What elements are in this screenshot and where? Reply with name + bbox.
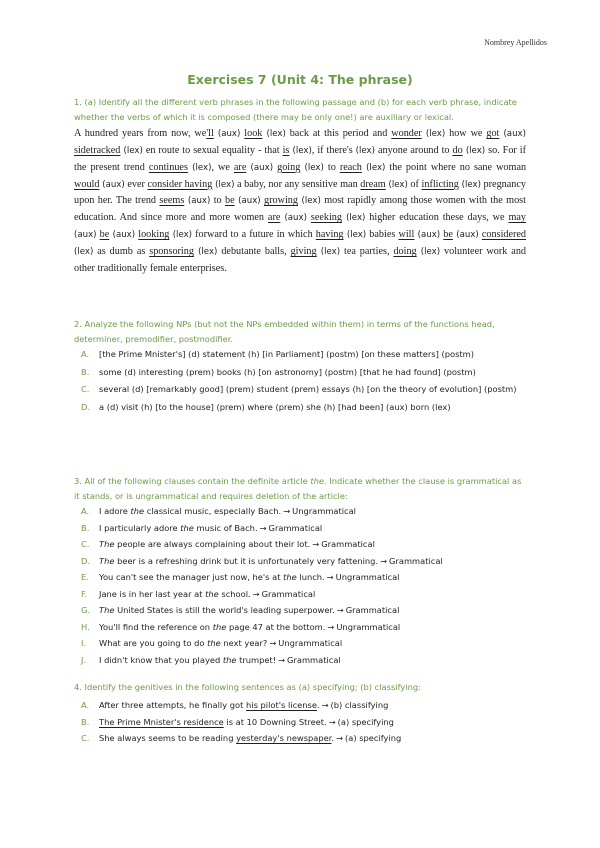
item-text-after: people are always complaining about their lot. [114, 539, 311, 549]
article-the: the [212, 621, 227, 632]
verb-tag: (lex) [343, 230, 367, 241]
grammaticality-result: Ungrammatical [278, 638, 343, 648]
article-the: The [99, 555, 115, 566]
verb-phrase: consider having [147, 178, 213, 190]
article-the: the [222, 654, 237, 665]
passage-text: how we [445, 128, 487, 139]
item-letter: H. [81, 621, 90, 632]
item-text-after: beer is a refreshing drink but it is unfortunately very fattening. [114, 555, 379, 566]
arrow-icon: → [327, 621, 335, 632]
item-text-after: . [316, 700, 320, 710]
verb-phrase: seems [159, 195, 185, 207]
item-letter: B. [81, 522, 90, 533]
genitive-phrase: his pilot's license [246, 700, 317, 710]
passage-text: back at this period and [285, 128, 392, 139]
exercise-3-prompt-before: 3. All of the following clauses contain the definite article [74, 476, 311, 486]
exercise-3-prompt-after: . Indicate whether the clause is grammatical as it stands, or is ungrammatical and requires deletion of the article: [74, 476, 522, 501]
verb-tag: (aux) [109, 230, 136, 241]
item-letter: D. [81, 555, 91, 566]
passage-text: A hundred years from now, we [74, 128, 207, 139]
item-text-after: classical music, especially Bach. [144, 506, 282, 516]
passage-text: anyone around to [374, 144, 453, 156]
passage-text: so. For if the present trend [74, 144, 527, 173]
verb-phrase: wonder [391, 128, 422, 139]
list-item [74, 619, 526, 636]
list-item [74, 364, 526, 382]
list-item [74, 652, 526, 669]
item-text-before: You'll find the reference on [99, 621, 213, 632]
verb-phrase: continues [148, 161, 188, 173]
passage-text: a baby, nor any sensitive man [234, 178, 361, 190]
verb-phrase: do [452, 144, 463, 156]
verb-phrase: doing [393, 245, 417, 257]
verb-phrase: sidetracked [74, 144, 121, 156]
item-text-before: You can't see the manager just now, he's at [99, 572, 284, 582]
article-the: The [99, 539, 115, 549]
verb-phrase: 'll [206, 128, 214, 139]
item-letter: E. [81, 572, 89, 582]
verb-tag: (lex) [300, 162, 324, 173]
passage-text: en route to sexual equality - that [142, 144, 283, 156]
exercise-3-list [74, 503, 526, 668]
grammaticality-result: Grammatical [321, 539, 375, 549]
arrow-icon: → [269, 638, 277, 648]
verb-tag: (aux) [452, 230, 479, 241]
item-letter: J. [81, 654, 87, 665]
item-text: some (d) interesting (prem) books (h) [on astronomy] (postm) [that he had found] (postm) [99, 366, 476, 377]
item-text-after: music of Bach. [193, 522, 258, 533]
passage-text: most rapidly among those women with the most education. And since more and more women [74, 195, 526, 224]
verb-tag: (lex) [262, 129, 286, 139]
verb-phrase: be [224, 195, 235, 207]
grammaticality-result: Ungrammatical [335, 572, 400, 582]
passage-text: as dumb as [93, 245, 150, 257]
passage-text: , if there's [311, 144, 356, 156]
item-letter: A. [81, 700, 90, 710]
verb-tag: (lex) [193, 246, 218, 257]
passage-text: volunteer work and other traditionally female enterprises. [74, 245, 527, 274]
verb-tag: (lex) [458, 179, 481, 190]
article-the: the [207, 638, 221, 648]
verb-phrase: having [315, 229, 344, 241]
genitive-type: (b) classifying [330, 700, 389, 710]
passage-text: babies [366, 229, 399, 241]
verb-phrase: going [277, 161, 301, 173]
verb-phrase: got [486, 128, 500, 139]
genitive-type: (a) specifying [345, 733, 402, 744]
verb-tag: (lex) [361, 162, 386, 173]
verb-tag: (lex) [187, 162, 212, 173]
item-text-after: United States is still the world's leading superpower. [114, 605, 335, 615]
passage-text: higher education these days, we [365, 212, 509, 224]
verb-phrase: are [233, 161, 247, 173]
grammaticality-result: Grammatical [268, 522, 323, 533]
item-text: several (d) [remarkably good] (prem) student (prem) essays (h) [on the theory of evolution] (postm) [99, 384, 517, 394]
verb-tag: (lex) [462, 145, 486, 156]
exercise-3-prompt [74, 474, 526, 504]
grammaticality-result: Ungrammatical [336, 621, 401, 632]
passage-text: ever [124, 178, 148, 190]
verb-phrase: dream [360, 178, 386, 190]
list-item [74, 714, 526, 731]
item-text-after: is at 10 Downing Street. [223, 716, 327, 727]
verb-phrase: will [398, 229, 415, 241]
item-letter: B. [81, 716, 90, 727]
item-text-before: I adore [99, 506, 131, 516]
arrow-icon: → [312, 539, 320, 549]
list-item [74, 503, 526, 520]
item-letter: A. [81, 506, 90, 516]
verb-tag: (aux) [414, 230, 441, 241]
arrow-icon: → [336, 605, 344, 615]
verb-phrase: growing [264, 195, 298, 207]
item-text-before: After three attempts, he finally got [99, 700, 247, 710]
verb-tag: (lex) [341, 213, 366, 224]
list-item [74, 346, 526, 364]
verb-tag: (lex) [416, 246, 441, 257]
item-text-after: trumpet! [236, 654, 277, 665]
passage-text: , we [211, 161, 234, 173]
item-text-before: I didn't know that you played [99, 654, 223, 665]
passage-text: to [210, 195, 225, 207]
article-the: the [130, 506, 145, 516]
verb-phrase: be [443, 229, 453, 241]
verb-tag: (aux) [99, 179, 125, 190]
genitive-phrase: The Prime Mnister's residence [99, 716, 224, 727]
item-letter: D. [81, 401, 91, 412]
verb-phrase: inflicting [421, 178, 459, 190]
item-letter: I. [81, 638, 87, 648]
item-letter: C. [81, 733, 90, 744]
verb-phrase: look [244, 128, 263, 139]
genitive-type: (a) specifying [337, 716, 394, 727]
exercise-4-list [74, 697, 526, 747]
verb-tag: (aux) [246, 162, 274, 173]
item-text-before: She always seems to be reading [99, 733, 237, 744]
passage-text: to [323, 161, 340, 173]
list-item [74, 602, 526, 619]
arrow-icon: → [283, 506, 291, 516]
article-the: the [180, 522, 194, 533]
verb-tag: (aux) [213, 129, 241, 139]
verb-tag: (lex) [212, 179, 235, 190]
item-text-before: What are you going to do [99, 638, 208, 648]
list-item [74, 586, 526, 603]
grammaticality-result: Grammatical [287, 654, 341, 665]
list-item [74, 399, 526, 417]
verb-tag: (lex) [297, 196, 321, 207]
article-the: the [283, 572, 297, 582]
exercise-1-prompt: 1. (a) Identify all the different verb phrases in the following passage and (b) for each verb phrase, indicate whether the verbs of which it is composed (there may be only one!) are auxiliary or lexical. [74, 97, 517, 122]
verb-tag: (lex) [316, 246, 341, 257]
item-text: a (d) visit (h) [to the house] (prem) where (prem) she (h) [had been] (aux) born (lex) [99, 401, 451, 412]
verb-phrase: reach [339, 161, 362, 173]
verb-phrase: is [282, 144, 290, 156]
article-the: the [205, 588, 219, 599]
exercise-2-list [74, 346, 526, 416]
grammaticality-result: Grammatical [389, 555, 443, 566]
item-letter: F. [81, 588, 88, 599]
list-item [74, 730, 526, 747]
grammaticality-result: Grammatical [261, 588, 316, 599]
verb-tag: (aux) [184, 196, 211, 207]
passage-text: pregnancy upon her. The trend [74, 178, 526, 207]
list-item [74, 635, 526, 652]
item-text-after: school. [218, 588, 251, 599]
verb-phrase: considered [481, 229, 527, 241]
item-letter: B. [81, 366, 90, 377]
verb-tag: (lex) [289, 145, 312, 156]
page-title: Exercises 7 (Unit 4: The phrase) [187, 72, 413, 87]
passage-text: forward to a future in which [192, 229, 316, 241]
verb-phrase: are [267, 212, 281, 224]
verb-phrase: may [508, 212, 526, 224]
item-text-after: next year? [220, 638, 268, 648]
arrow-icon: → [328, 716, 336, 727]
passage-text: the point where no sane woman [385, 161, 527, 173]
item-text-before: Jane is in her last year at [99, 588, 206, 599]
item-text-after: page 47 at the bottom. [226, 621, 326, 632]
genitive-phrase: yesterday's newspaper [236, 733, 332, 744]
arrow-icon: → [321, 700, 329, 710]
verb-tag: (lex) [421, 129, 446, 139]
verb-phrase: seeking [310, 212, 342, 224]
item-text-after: . [331, 733, 335, 744]
verb-tag: (lex) [120, 145, 143, 156]
verb-tag: (aux) [499, 129, 526, 139]
list-item [74, 536, 526, 553]
arrow-icon: → [336, 733, 344, 744]
verb-tag: (aux) [234, 196, 261, 207]
item-text-after: lunch. [296, 572, 325, 582]
item-letter: A. [81, 349, 90, 359]
article-the: The [99, 605, 115, 615]
arrow-icon: → [252, 588, 260, 599]
grammaticality-result: Grammatical [345, 605, 400, 615]
passage-text: tea parties, [340, 245, 394, 257]
grammaticality-result: Ungrammatical [292, 506, 356, 516]
arrow-icon: → [259, 522, 267, 533]
verb-phrase: looking [138, 229, 170, 241]
verb-tag: (lex) [355, 145, 375, 156]
list-item [74, 697, 526, 714]
verb-phrase: sponsoring [149, 245, 194, 257]
exercise-3-prompt-em: the [310, 476, 325, 486]
item-letter: C. [81, 384, 90, 394]
item-text-before: I particularly adore [99, 522, 181, 533]
verb-tag: (lex) [385, 179, 408, 190]
list-item [74, 381, 526, 399]
passage-text: debutante balls, [217, 245, 291, 257]
passage-text: of [407, 178, 422, 190]
item-letter: G. [81, 605, 91, 615]
list-item [74, 569, 526, 586]
verb-phrase: be [99, 229, 110, 241]
exercise-2-prompt: 2. Analyze the following NPs (but not the NPs embedded within them) in terms of the functions head, determiner, premodifier, postmodifier. [74, 319, 495, 344]
author-name: Nombrey Apellidos [484, 38, 547, 47]
item-letter: C. [81, 539, 90, 549]
verb-phrase: giving [290, 245, 317, 257]
exercise-1-passage [74, 126, 526, 278]
arrow-icon: → [278, 654, 286, 665]
list-item [74, 553, 526, 570]
verb-tag: (aux) [74, 230, 97, 241]
verb-phrase: would [74, 178, 100, 190]
verb-tag: (lex) [169, 230, 193, 241]
list-item [74, 520, 526, 537]
verb-tag: (aux) [280, 213, 307, 224]
verb-tag: (lex) [74, 246, 94, 257]
item-text: [the Prime Mnister's] (d) statement (h) [in Parliament] (postm) [on these matters] (postm) [99, 349, 474, 359]
exercise-4-prompt: 4. Identify the genitives in the following sentences as (a) specifying; (b) classifying: [74, 682, 421, 692]
arrow-icon: → [326, 572, 334, 582]
arrow-icon: → [380, 555, 388, 566]
